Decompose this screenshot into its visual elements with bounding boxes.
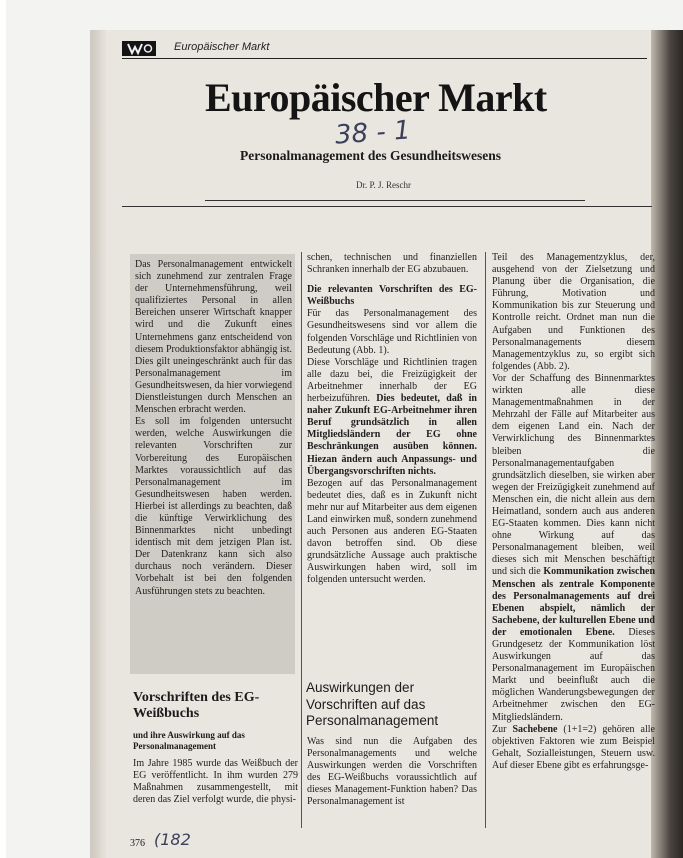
- col2-paragraph-2: Für das Personalmanagement des Gesundheitswesens sind vor allem die folgenden Vorschläge und Richtlinien von Bedeutung (Abb. 1).: [307, 308, 477, 356]
- col3-paragraph-2-tail: Dieses Grundgesetz der Kommunikation löst Auswirkungen auf das Personalmanagement im Europäischen Markt und beeinflußt auch die möglichen Wanderungsbewegungen der Arbeitnehmer zwischen den EG-Mitgliedsländern.: [492, 626, 655, 723]
- title-rule: [205, 200, 585, 201]
- scan-edge: [0, 0, 6, 858]
- article-subtitle: Personalmanagement des Gesundheitswesens: [240, 148, 502, 163]
- col3-sachebene: Sachebene: [512, 723, 558, 735]
- col2-paragraph-3: [307, 357, 477, 478]
- intro-paragraph-1: Das Personalmanagement entwickelt sich zunehmend zur zentralen Frage der Unternehmensführung, weil qualifiziertes Personal in allen Bereichen unserer Wirtschaft knapper wird und die Zukunft eines Unternehmens ganz entscheidend von diesem Produktionsfaktor abhängig ist. Dies gilt uneingeschränkt auch für das Personalmanagement im Gesundheitswesen, da hier vorwiegend Dienstleistungen durch Menschen an Menschen erbracht werden.: [135, 259, 292, 416]
- col3-paragraph-3: [492, 724, 655, 772]
- col3-paragraph-2: [492, 373, 655, 724]
- section-1-heading: Vorschriften des EG-Weißbuchs: [133, 690, 260, 721]
- section-2-body: [307, 736, 477, 809]
- column-3: [492, 252, 655, 772]
- intro-paragraph-2: Es soll im folgenden untersucht werden, welche Auswirkungen die relevanten Vorschriften zur Vorbereitung des Europäischen Marktes voraussichtlich auf das Personalmanagement im Gesundheitswesen haben werden. Hierbei ist allerdings zu beachten, daß die künftige Verwirklichung des Binnenmarktes nicht unbedingt identisch mit dem jetzigen Plan ist. Der Datenkranz kann sich also durchaus noch verändern. Dieser Vorbehalt ist bei den folgenden Ausführungen stets zu beachten.: [135, 416, 292, 597]
- handwritten-annotation: 38 - 1: [334, 115, 412, 151]
- intro-text: [135, 259, 292, 598]
- col3-emphasis: Kommunikation zwischen Menschen als zentrale Komponente des Personalmanagements auf drei Ebenen abspielt, nämlich der Sachebene, der kulturellen Ebene und der emotionalen Ebene.: [492, 566, 655, 638]
- section-2-heading: Auswirkungen der Vorschriften auf das Personalmanagement: [306, 680, 439, 728]
- col2-paragraph-4: Bezogen auf das Personalmanagement bedeutet dies, daß es in Zukunft nicht mehr nur auf Mitarbeiter aus dem eigenen Land einwirken muß, sondern zunehmend auch Personen aus anderen EG-Staaten davon betroffen sind. Ob diese grundsätzliche Aussage auch praktische Auswirkungen haben wird, soll im folgenden untersucht werden.: [307, 477, 477, 586]
- col2-paragraph-3-lead: Diese Vorschläge und Richtlinien tragen alle dazu bei, die Freizügigkeit der Arbeitnehmer innerhalb der EG herbeizuführen.: [307, 356, 477, 405]
- col3-paragraph-3-lead: Zur: [492, 723, 513, 735]
- page-number: 376: [130, 838, 145, 849]
- page-binding: [92, 30, 106, 858]
- col2-emphasis: Dies bedeutet, daß in naher Zukunft EG-Arbeitnehmer ihren Beruf grundsätzlich in allen Mitgliedsländern der EG ohne Beschränkungen ausüben können. Hiezan ändern auch Anpassungs- und Übergangsvorschriften nichts.: [307, 393, 477, 477]
- publisher-logo: [122, 41, 156, 56]
- section-label: Europäischer Markt: [174, 41, 270, 53]
- col3-paragraph-3-tail: (1+1=2) gehören alle objektiven Faktoren wie zum Beispiel Gehalt, Sozialleistungen, Steuern usw. Auf dieser Ebene gibt es erfahrungsge-: [492, 723, 655, 771]
- top-rule: [122, 206, 652, 207]
- handwritten-page-note: (182: [154, 830, 191, 849]
- page-curl-shadow: [651, 30, 683, 858]
- col2-subheading: Die relevanten Vorschriften des EG-Weißbuchs: [307, 284, 477, 308]
- article-title: Europäischer Markt: [205, 75, 547, 120]
- section-1-body: [133, 758, 298, 806]
- column-divider-2: [485, 252, 486, 828]
- author-byline: Dr. P. J. Reschr: [356, 180, 412, 190]
- section-1-paragraph: Im Jahre 1985 wurde das Weißbuch der EG veröffentlicht. In ihm wurden 279 Maßnahmen zusammengestellt, mit deren das Ziel verfolgt wurde, die physi-: [133, 758, 298, 806]
- running-header: [122, 40, 647, 59]
- col3-paragraph-2-lead: Vor der Schaffung des Binnenmarktes wirkten alle diese Managementmaßnahmen in der Mehrzahl der Fälle auf Mitarbeiter aus dem eigenen Land ein. Nach der Verwirklichung des Binnenmarktes bleiben die Personalmanagementaufgaben grundsätzlich dieselben, sie wirken aber wegen der Freizügigkeit zunehmend auf Menschen ein, die nicht allein aus dem Heimatland, sondern auch aus anderen EG-Staaten kommen. Dies kann nicht ohne Wirkung auf das Personalmanagement bleiben, weil dieses sich mit Menschen beschäftigt und sich die: [492, 372, 655, 578]
- col2-paragraph-1: schen, technischen und finanziellen Schranken innerhalb der EG abzubauen.: [307, 252, 477, 276]
- column-divider-1: [301, 252, 302, 828]
- section-1-subheading: und ihre Auswirkung auf das Personalmanagement: [133, 730, 245, 751]
- column-2: [307, 252, 477, 587]
- col3-paragraph-1: Teil des Managementzyklus, der, ausgehend von der Zielsetzung und Planung über die Organisation, die Führung, Motivation und Kommunikation bis zur Steuerung und Kontrolle reicht. Ordnet man nun die Aufgaben und Funktionen des Personalmanagements diesem Managementzyklus zu, so ergibt sich folgendes (Abb. 2).: [492, 252, 655, 372]
- section-2-paragraph: Was sind nun die Aufgaben des Personalmanagements und welche Auswirkungen werden die Vorschriften des EG-Weißbuchs voraussichtlich auf dieses Management-Funktion haben? Das Personalmanagement ist: [307, 736, 477, 808]
